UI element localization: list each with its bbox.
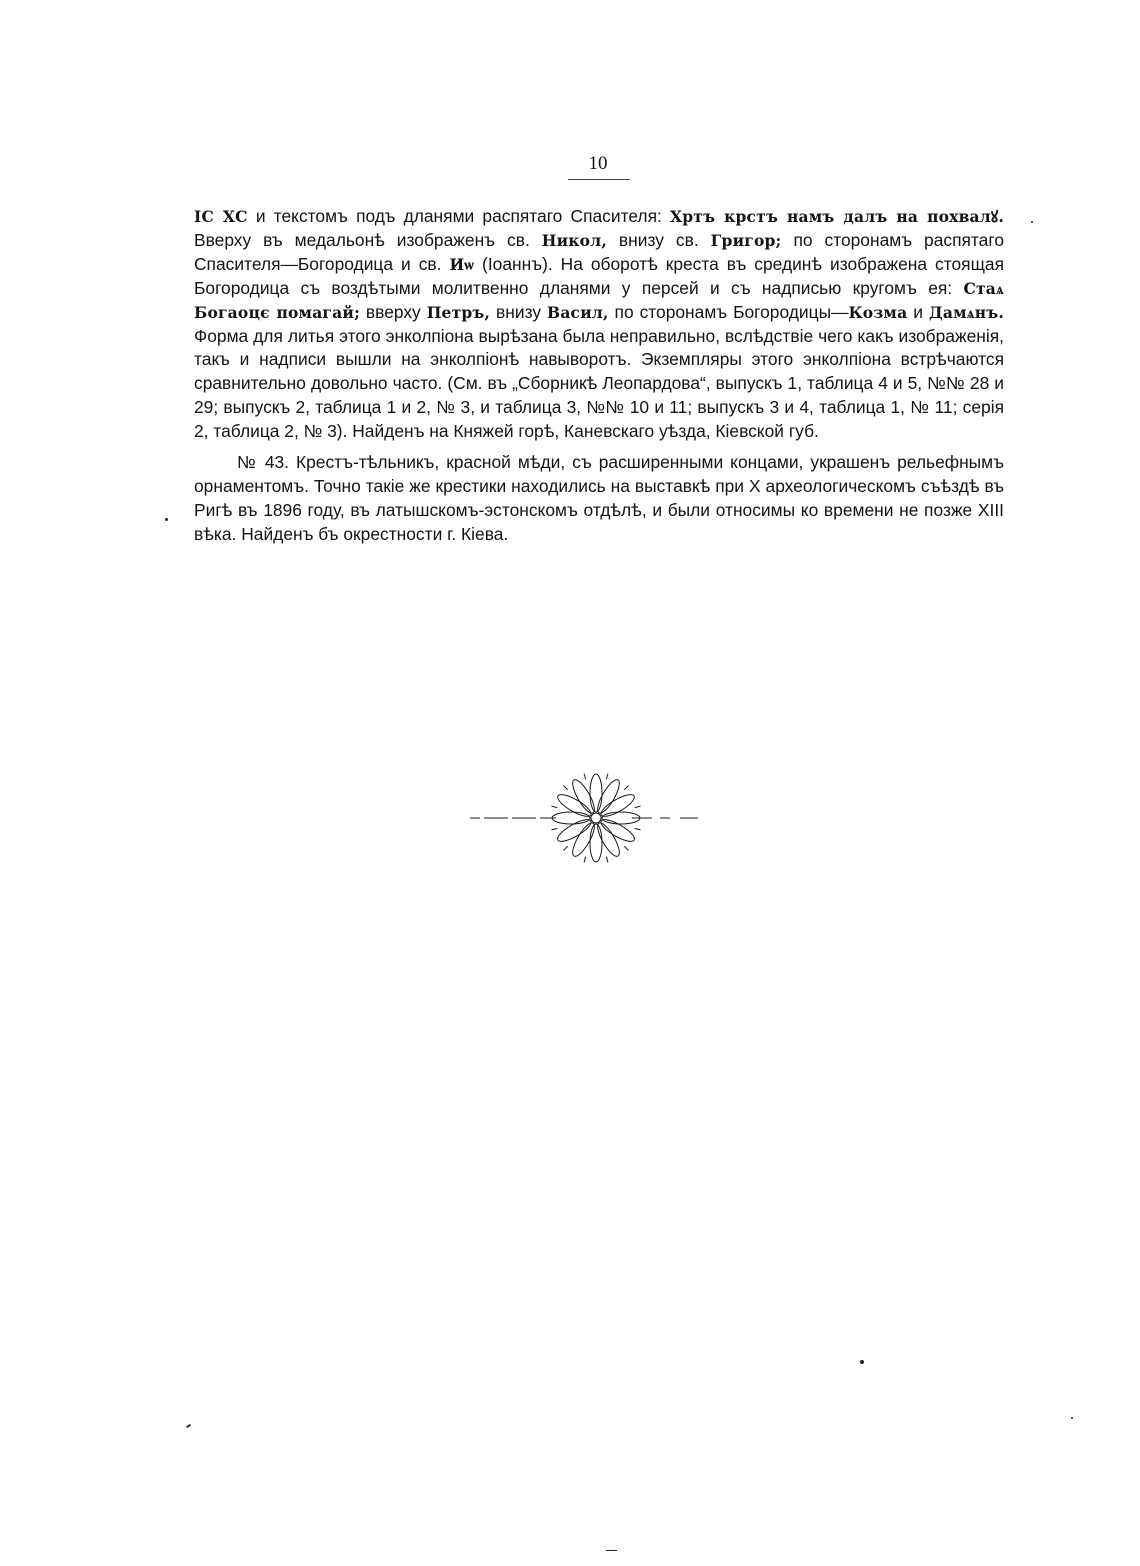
paragraph-item-43: № 43. Крестъ-тѣльникъ, красной мѣди, съ расширенными концами, украшенъ рельефнымъ орнаментомъ. Точно такіе же крестики находились на выставкѣ при X археологическомъ съѣздѣ въ Ригѣ въ 1896 году, въ латышскомъ-эстонскомъ отдѣлѣ, и были относимы ко времени не позже XIII вѣка. Найденъ бъ окрестности г. Кіева. — [194, 452, 1004, 544]
scan-speck — [860, 1360, 864, 1364]
paragraph-encolpion — [194, 205, 1004, 444]
page-number-underline — [568, 179, 630, 180]
slavonic-inscription: Петръ, — [426, 302, 491, 322]
slavonic-inscription: Дамѧнъ. — [928, 302, 1004, 322]
text-run: вверху — [360, 301, 427, 322]
text-run: внизу — [490, 301, 548, 322]
slavonic-inscription: Козма — [848, 302, 908, 322]
scan-speck — [1031, 221, 1033, 223]
text-run: по сторонамъ Богородицы— — [608, 301, 849, 322]
body-text — [194, 205, 1004, 547]
scan-speck — [165, 518, 168, 521]
text-run: (Іоаннъ). На оборотѣ креста въ срединѣ изображена стоящая Богородица съ воздѣтыми молитвенно дланями у персей и съ надписью кругомъ ея: — [194, 253, 1004, 298]
text-run: и текстомъ подъ дланями распятаго Спасителя: — [247, 206, 670, 226]
slavonic-inscription: Стаѧ Богаоцє помагай; — [194, 278, 1004, 322]
text-run: внизу св. — [606, 229, 711, 250]
page-number: 10 — [588, 153, 608, 174]
slavonic-inscription: Никол, — [541, 230, 607, 250]
slavonic-inscription: Хртъ крстъ намъ далъ на похвалꙋ. — [670, 207, 1004, 226]
text-run: по сторонамъ распятаго Спасителя—Богородица и св. — [194, 229, 1004, 274]
scan-speck — [1071, 1417, 1073, 1419]
text-run: и — [907, 301, 929, 322]
text-run: Вверху въ медальонѣ изображенъ св. — [194, 229, 542, 250]
slavonic-inscription: ІС ХС — [194, 207, 248, 226]
floral-rosette-icon — [464, 772, 704, 864]
scan-speck — [606, 1550, 617, 1551]
slavonic-inscription: Григор; — [710, 230, 782, 250]
text-run: Форма для литья этого энколпіона вырѣзана была неправильно, вслѣдствіе чего какъ изображенія, такъ и надписи вышли на энколпіонѣ навыворотъ. Экземпляры этого энколпіона встрѣчаются сравнительно довольно часто. (См. въ „Сборникѣ Леопардова“, выпускъ 1, таблица 4 и 5, №№ 28 и 29; выпускъ 2, таблица 1 и 2, № 3, и таблица 3, №№ 10 и 11; выпускъ 3 и 4, таблица 1, № 11; серія 2, таблица 2, № 3). Найденъ на Княжей горѣ, Каневскаго уѣзда, Кіевской губ. — [194, 325, 1004, 442]
slavonic-inscription: Иѡ — [449, 254, 475, 274]
slavonic-inscription: Васил, — [547, 302, 609, 322]
scan-speck — [186, 1424, 191, 1429]
